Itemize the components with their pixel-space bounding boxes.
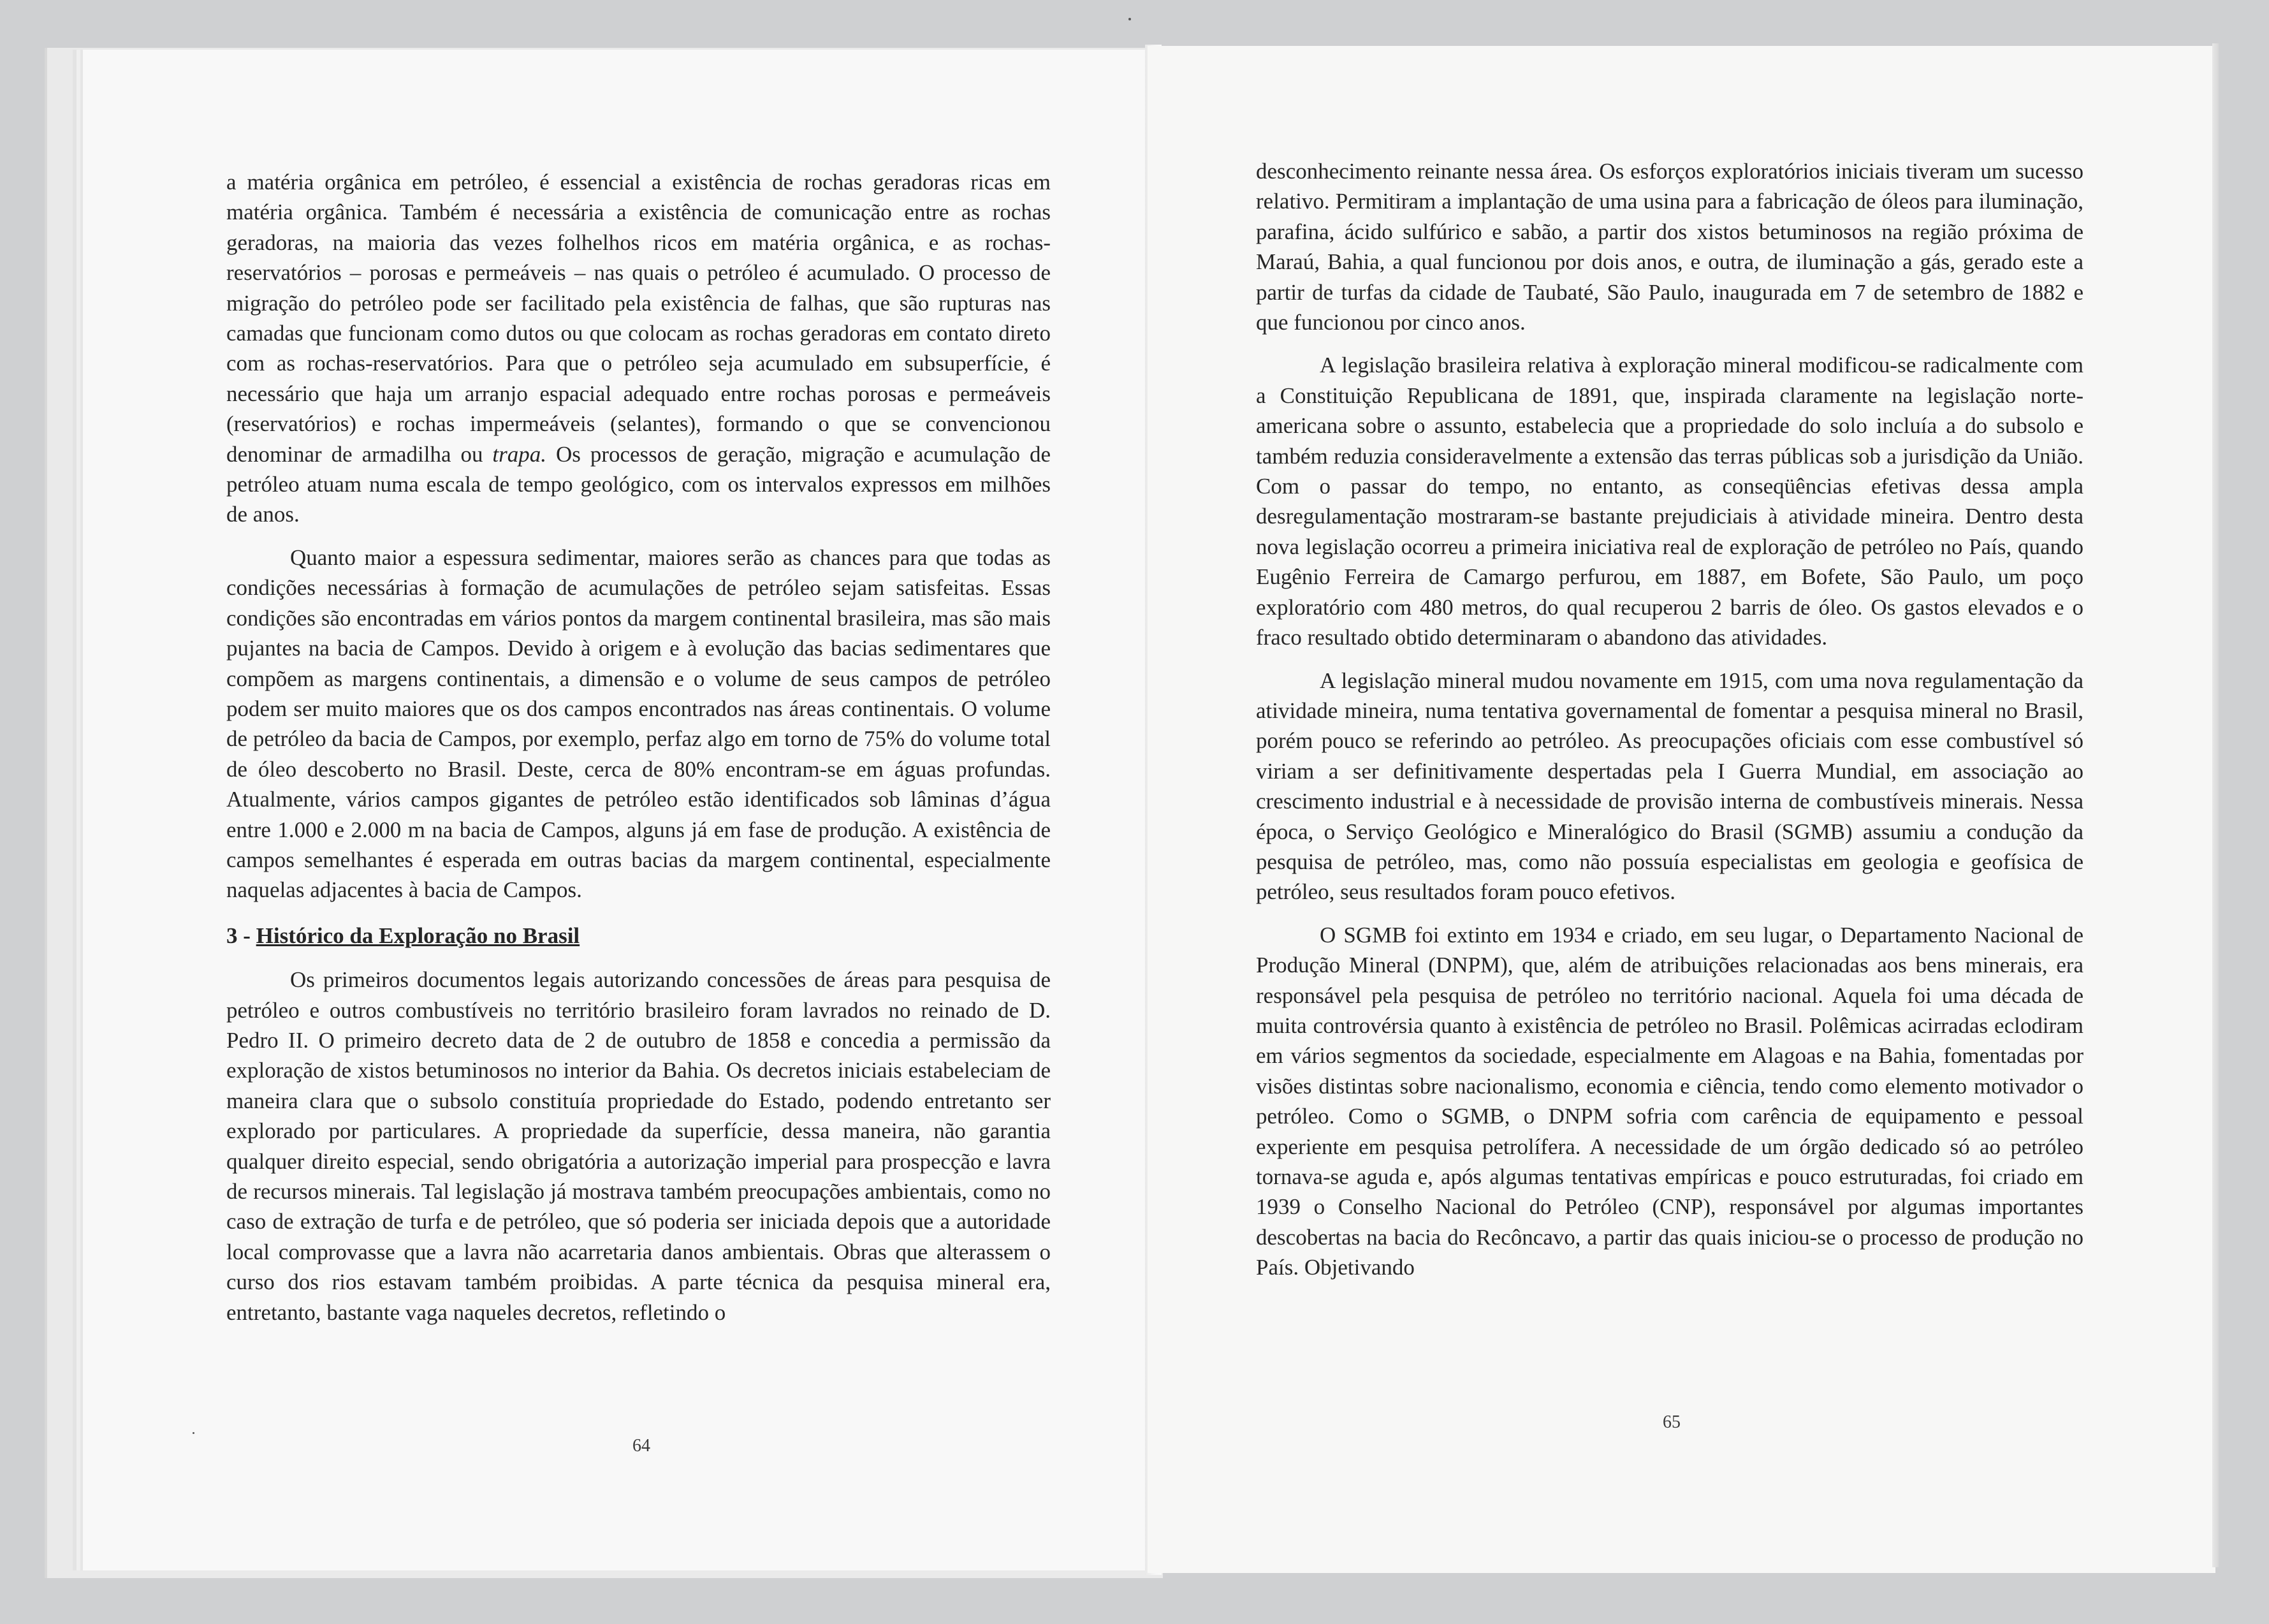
page-number-right: 65 [1663,1412,1681,1432]
right-page-edge [2212,43,2219,1567]
left-page-text [226,167,1051,1328]
paragraph [226,167,1051,530]
section-number: 3 - [226,923,251,948]
paragraph-text: Os processos de geração, migração e acumulação de petróleo atuam numa escala de tempo geológico, com os intervalos expressos em milhões de anos. [226,441,1051,527]
paragraph: O SGMB foi extinto em 1934 e criado, em seu lugar, o Departamento Nacional de Produção Mineral (DNPM), que, além de atribuições relacionadas aos bens minerais, era responsável pela pesquisa de petróleo no território nacional. Aquela foi uma década de muita controvérsia quanto à existência de petróleo no Brasil. Polêmicas acirradas eclodiram em vários segmentos da sociedade, especialmente em Alagoas e na Bahia, fomentadas por visões distintas sobre nacionalismo, economia e ciência, tendo como elemento motivador o petróleo. Como o SGMB, o DNPM sofria com carência de equipamento e pessoal experiente em pesquisa petrolífera. A necessidade de um órgão dedicado só ao petróleo tornava-se aguda e, após algumas tentativas empíricas e pouco estruturadas, foi criado em 1939 o Conselho Nacional do Petróleo (CNP), responsável por algumas importantes descobertas na bacia do Recôncavo, a partir das quais iniciou-se o processo de produção no País. Objetivando [1256,922,2083,1280]
paragraph: desconhecimento reinante nessa área. Os esforços exploratórios iniciais tiveram um sucesso relativo. Permitiram a implantação de uma usina para a fabricação de óleos para iluminação, parafina, ácido sulfúrico e sabão, a partir dos xistos betuminosos na região próxima de Maraú, Bahia, a qual funcionou por dois anos, e outra, de iluminação a gás, gerado este a partir de turfas da cidade de Taubaté, São Paulo, inaugurada em 7 de setembro de 1882 e que funcionou por cinco anos. [1256,159,2083,335]
dust-speck [193,1432,194,1434]
paragraph: A legislação brasileira relativa à exploração mineral modificou-se radicalmente com a Constituição Republicana de 1891, que, inspirada claramente na legislação norte-americana sobre o assunto, estabelecia que a propriedade do solo incluía a do subsolo e também reduzia consideravelmente a extensão das terras públicas sob a jurisdição da União. Com o passar do tempo, no entanto, as conseqüências efetivas dessa ampla desregulamentação mostraram-se bastante prejudiciais à atividade mineira. Dentro desta nova legislação ocorreu a primeira iniciativa real de exploração de petróleo no País, quando Eugênio Ferreira de Camargo perfurou, em 1887, em Bofete, São Paulo, um poço exploratório com 480 metros, do qual recuperou 2 barris de óleo. Os gastos elevados e o fraco resultado obtido determinaram o abandono das atividades. [1256,353,2083,650]
paragraph-text: a matéria orgânica em petróleo, é essencial a existência de rochas geradoras ricas em matéria orgânica. Também é necessária a existência de comunicação entre as rochas geradoras, na maioria das vezes folhelhos ricos em matéria orgânica, e as rochas-reservatórios – porosas e permeáveis – nas quais o petróleo é acumulado. O processo de migração do petróleo pode ser facilitado pela existência de falhas, que são rupturas nas camadas que funcionam como dutos ou que colocam as rochas geradoras em contato direto com as rochas-reservatórios. Para que o petróleo seja acumulado em subsuperfície, é necessário que haja um arranjo espacial adequado entre rochas porosas e permeáveis (reservatórios) e rochas impermeáveis (selantes), formando o que se convencionou denominar de armadilha ou [226,170,1051,467]
paragraph: Os primeiros documentos legais autorizando concessões de áreas para pesquisa de petróleo e outros combustíveis no território brasileiro foram lavrados no reinado de D. Pedro II. O primeiro decreto data de 2 de outubro de 1858 e concedia a permissão da exploração de xistos betuminosos no interior da Bahia. Os decretos iniciais estabeleciam de maneira clara que o subsolo constituía propriedade do Estado, podendo entretanto ser explorado por particulares. A propriedade da superfície, dessa maneira, não garantia qualquer direito especial, sendo obrigatória a autorização imperial para prospecção e lavra de recursos minerais. Tal legislação já mostrava também preocupações ambientais, como no caso de extração de turfa e de petróleo, que só poderia ser iniciada depois que a autoridade local comprovasse que a lavra não acarretaria danos ambientais. Obras que alterassem o curso dos rios estavam também proibidas. A parte técnica da pesquisa mineral era, entretanto, bastante vaga naqueles decretos, refletindo o [226,967,1051,1325]
dust-speck [1128,18,1131,20]
paragraph: Quanto maior a espessura sedimentar, maiores serão as chances para que todas as condições necessárias à formação de acumulações de petróleo sejam satisfeitas. Essas condições são encontradas em vários pontos da margem continental brasileira, mas são mais pujantes na bacia de Campos. Devido à origem e à evolução das bacias sedimentares que compõem as margens continentais, a dimensão e o volume de seus campos de petróleo podem ser muito maiores que os dos campos encontrados nas áreas continentais. O volume de petróleo da bacia de Campos, por exemplo, perfaz algo em torno de 75% do volume total de óleo descoberto no Brasil. Deste, cerca de 80% encontram-se em águas profundas. Atualmente, vários campos gigantes de petróleo estão identificados sob lâminas d’água entre 1.000 e 2.000 m na bacia de Campos, alguns já em fase de produção. A existência de campos semelhantes é esperada em outras bacias da margem continental, especialmente naquelas adjacentes à bacia de Campos. [226,545,1051,903]
paragraph: A legislação mineral mudou novamente em 1915, com uma nova regulamentação da atividade mineira, numa tentativa governamental de fomentar a pesquisa mineral no Brasil, porém pouco se referindo ao petróleo. As preocupações oficiais com esse combustível só viriam a ser definitivamente despertadas pela I Guerra Mundial, em associação ao crescimento industrial e à necessidade de provisão interna de combustíveis minerais. Nessa época, o Serviço Geológico e Mineralógico do Brasil (SGMB) assumiu a condução da pesquisa de petróleo, mas, como não possuía especialistas em geologia e geofísica de petróleo, seus resultados foram pouco efetivos. [1256,668,2083,905]
section-heading [226,921,1051,951]
page-number-left: 64 [632,1436,650,1456]
italic-term: trapa. [492,441,547,467]
section-title: Histórico da Exploração no Brasil [256,923,580,948]
right-page-text [1256,156,2083,1283]
